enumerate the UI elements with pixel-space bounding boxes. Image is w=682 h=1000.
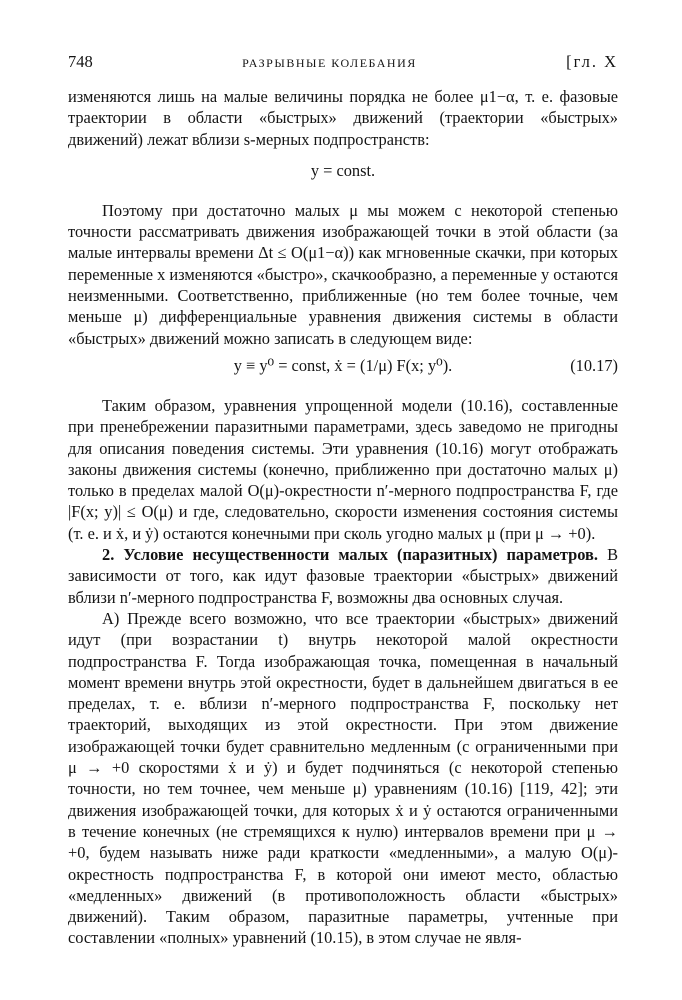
equation-y-const: y = const. — [310, 160, 376, 180]
running-title: РАЗРЫВНЫЕ КОЛЕБАНИЯ — [242, 56, 417, 70]
equation-10-17 — [68, 349, 618, 385]
paragraph-4 — [68, 544, 618, 608]
paragraph-3: Таким образом, уравнения упрощенной модели (10.16), составленные при пренебрежении паразитными параметрами, здесь заведомо не пригодны для описания поведения системы. Эти уравнения (10.16) могут отображать законы движения системы (конечно, приближенно при достаточно малых μ) только в пределах малой O(μ)-окрестности n′-мерного подпространства F, где |F(x; y)| ≤ O(μ) и где, следовательно, скорости изменения состояния системы (т. е. и ẋ, и ẏ) остаются конечными при сколь угодно малых μ (при μ → +0). — [68, 395, 618, 543]
paragraph-1: изменяются лишь на малые величины порядка не более μ1−α, т. е. фазовые траектории в области «быстрых» движений (траектории «быстрых» движений) лежат вблизи s-мерных подпространств: — [68, 87, 618, 149]
equation-body: y ≡ y⁰ = const, ẋ = (1/μ) F(x; y⁰). — [233, 355, 453, 375]
page-header — [68, 52, 618, 86]
page-number: 748 — [68, 52, 93, 71]
paragraph-4-text: В зависимости от того, как идут фазовые траектории «быстрых» движений вблизи n′-мерного подпространства F, возможны два основных случая. — [68, 545, 618, 607]
book-page — [68, 52, 618, 949]
chapter-label: [гл. X — [566, 52, 618, 71]
section-heading: 2. Условие несущественности малых (паразитных) параметров. — [102, 545, 598, 565]
paragraph-5: А) Прежде всего возможно, что все траектории «быстрых» движений идут (при возрастании t) внутрь некоторой малой окрестности подпространства F. Тогда изображающая точка, помещенная в начальный момент времени внутрь этой окрестности, будет в дальнейшем двигаться в ее пределах, т. е. вблизи n′-мерного подпространства F, поскольку нет траекторий, выходящих из этой окрестности. При этом движение изображающей точки будет сравнительно медленным (с ограниченными при μ → +0 скоростями ẋ и ẏ) и будет подчиняться (с некоторой степенью точности, но тем точнее, чем меньше μ) уравнениям (10.16) [119, 42]; эти движения изображающей точки, для которых ẋ и ẏ остаются ограниченными в течение конечных (не стремящихся к нулю) интервалов времени при μ → +0, будем называть ниже ради краткости «медленными», а малую O(μ)-окрестность подпространства F, в которой они имеют место, областью «медленных» движений (в противоположность области «быстрых» движений). Таким образом, паразитные параметры, учтенные при составлении «полных» уравнений (10.15), в этом случае не явля- — [68, 608, 618, 948]
equation-number: (10.17) — [570, 355, 618, 375]
paragraph-2: Поэтому при достаточно малых μ мы можем с некоторой степенью точности рассматривать движения изображающей точки в этой области (за малые интервалы времени Δt ≤ O(μ1−α)) как мгновенные скачки, при которых переменные x изменяются «быстро», скачкообразно, а переменные y остаются неизменными. Соответственно, приближенные (но тем более точные, чем меньше μ) дифференциальные уравнения движения системы в области «быстрых» движений можно записать в следующем виде: — [68, 200, 618, 348]
